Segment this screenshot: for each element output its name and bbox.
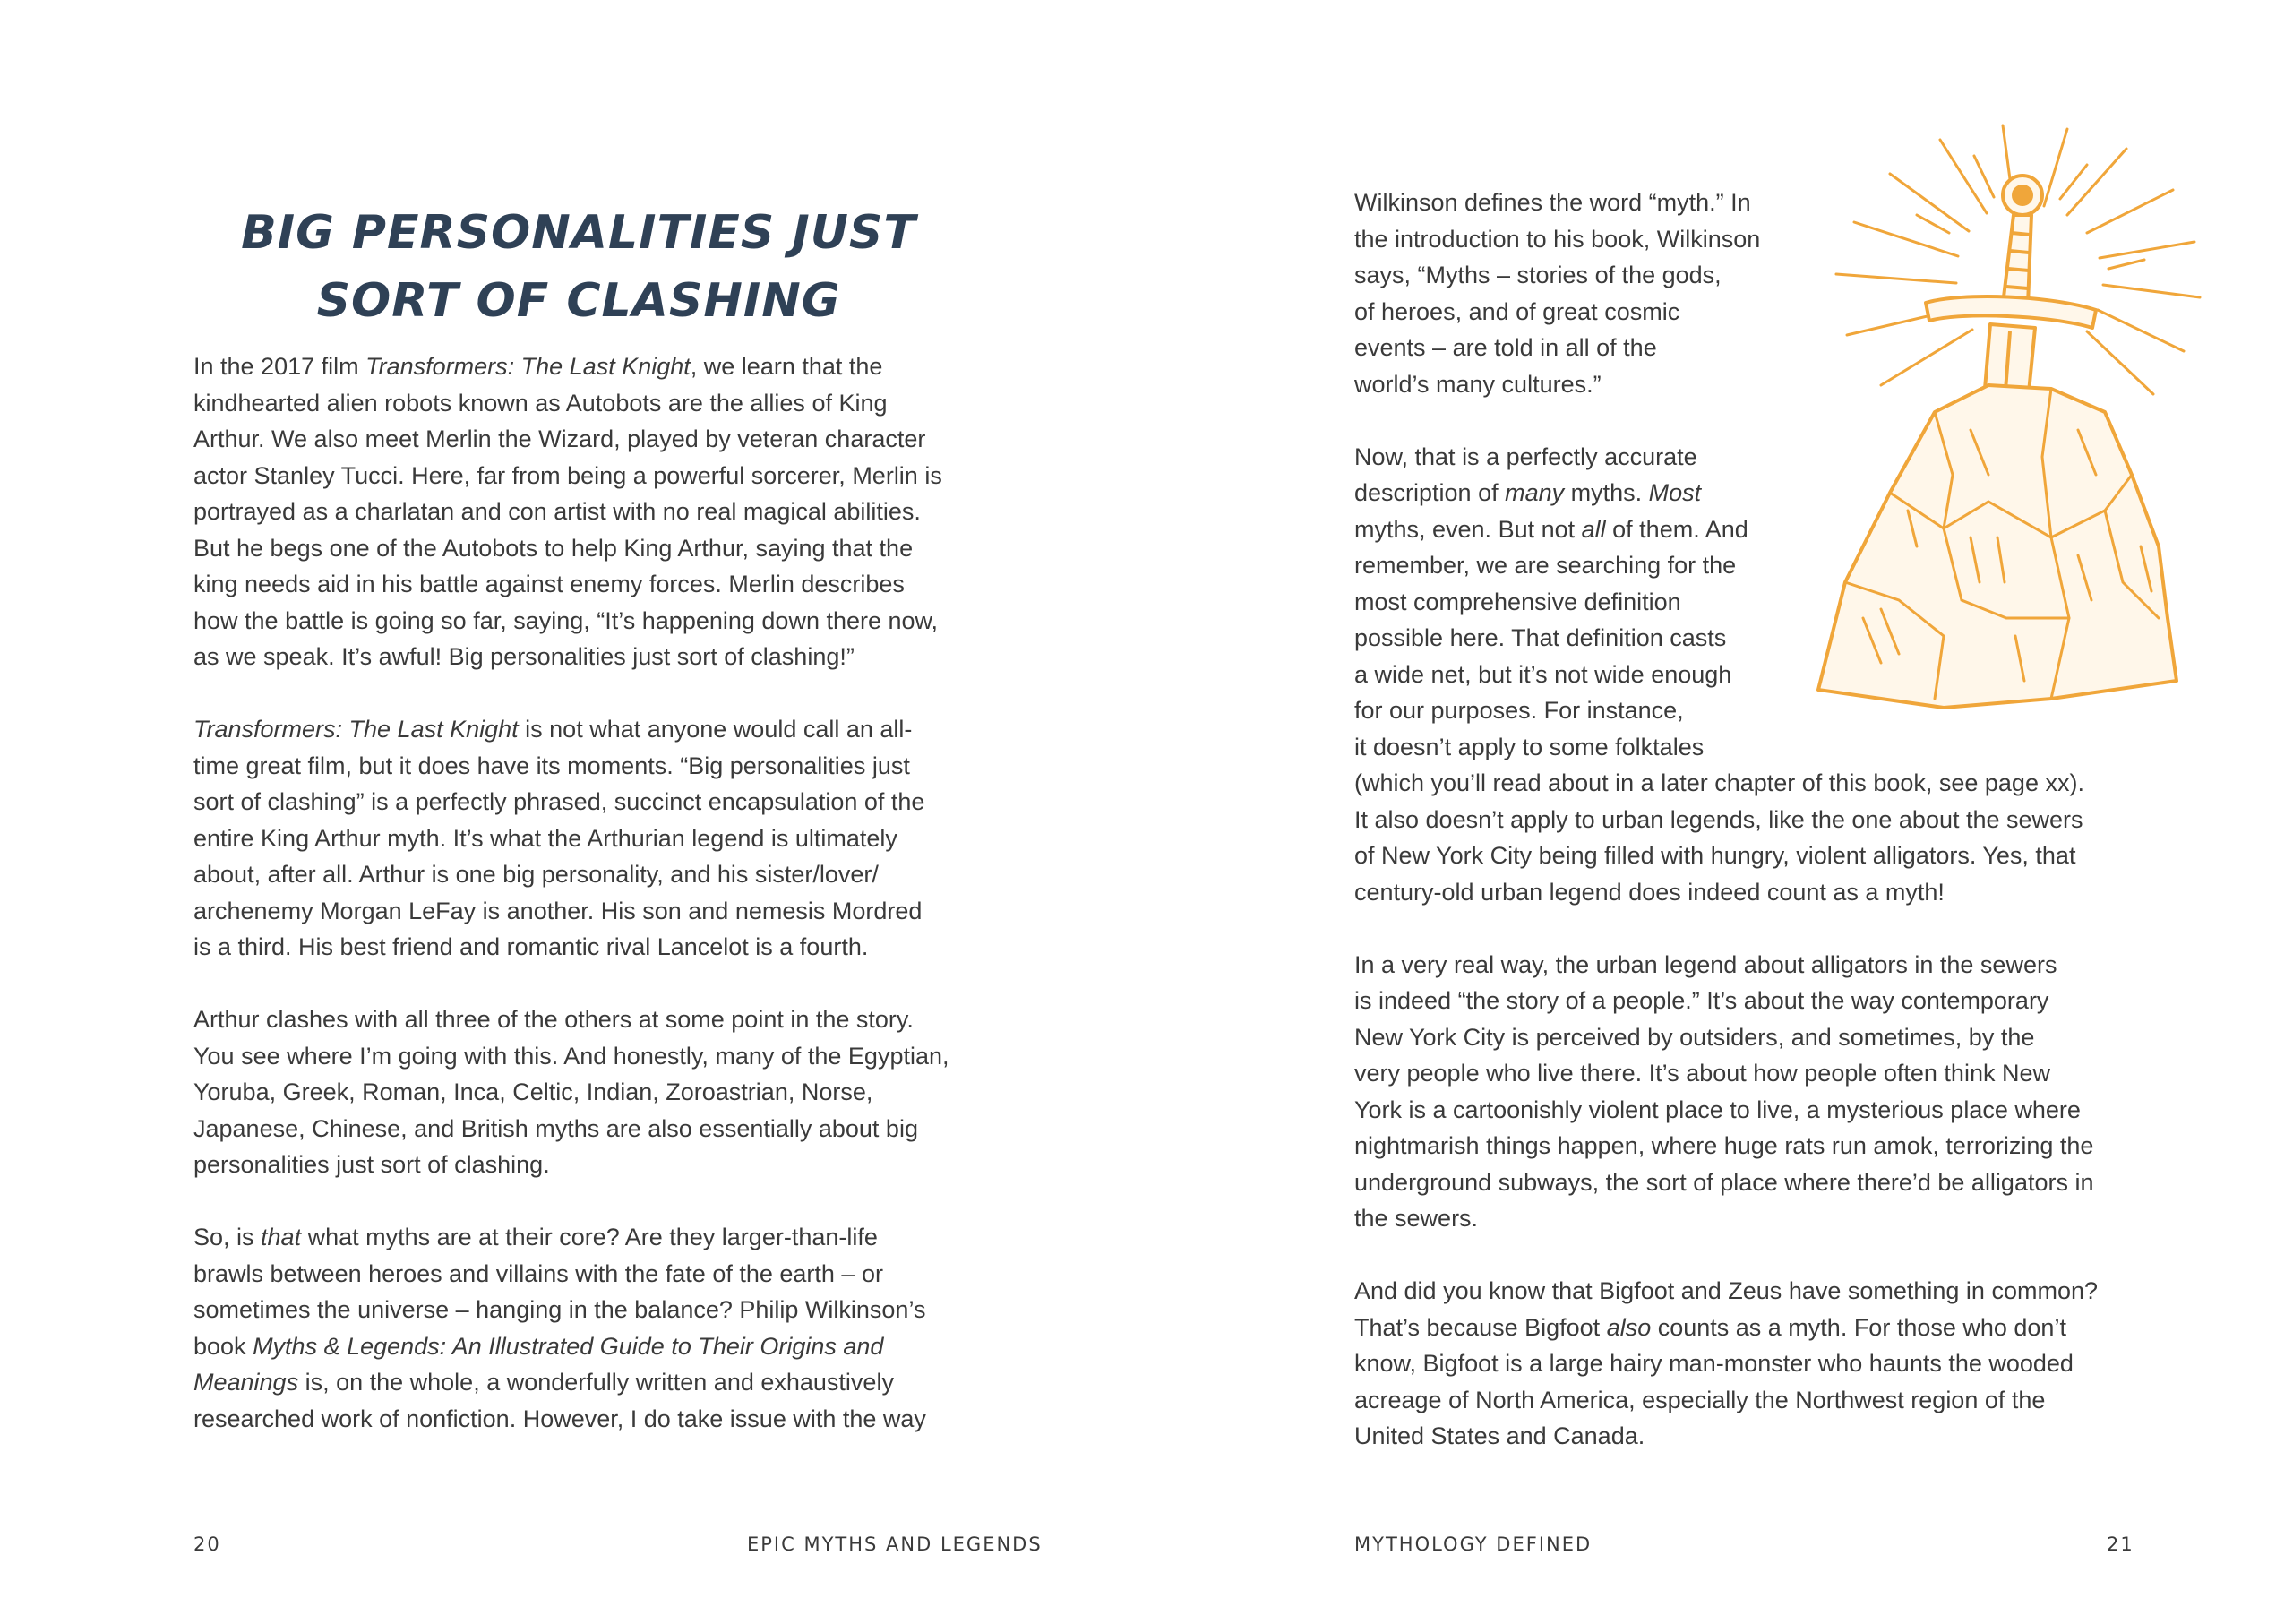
text-line	[1354, 185, 2160, 221]
text-run: brawls between heroes and villains with the fate of the earth – or	[193, 1259, 883, 1287]
text-line	[193, 603, 982, 640]
text-line	[193, 566, 982, 603]
text-run: acreage of North America, especially the Northwest region of the	[1354, 1386, 2046, 1413]
text-line	[1354, 511, 2160, 548]
text-run: Yoruba, Greek, Roman, Inca, Celtic, Indian, Zoroastrian, Norse,	[193, 1078, 873, 1105]
text-run: about, after all. Arthur is one big personality, and his sister/lover/	[193, 861, 879, 888]
text-run: York is a cartoonishly violent place to live, a mysterious place where	[1354, 1096, 2081, 1123]
text-run: of New York City being filled with hungry, violent alligators. Yes, that	[1354, 842, 2076, 869]
text-run: You see where I’m going with this. And honestly, many of the Egyptian,	[193, 1042, 949, 1070]
text-line	[1354, 1092, 2160, 1129]
text-run: actor Stanley Tucci. Here, far from being a powerful sorcerer, Merlin is	[193, 461, 942, 489]
text-line	[193, 1001, 982, 1038]
paragraph-gap	[1354, 402, 2160, 439]
text-run: New York City is perceived by outsiders, and sometimes, by the	[1354, 1023, 2035, 1051]
text-line	[193, 893, 982, 930]
text-line	[193, 458, 982, 494]
text-line	[193, 1328, 982, 1365]
text-line	[1354, 947, 2160, 984]
left-page-number: 20	[193, 1534, 221, 1555]
text-line	[193, 494, 982, 530]
text-line	[193, 821, 982, 857]
text-run: archenemy Morgan LeFay is another. His son and nemesis Mordred	[193, 897, 923, 924]
text-run: century-old urban legend does indeed count as a myth!	[1354, 878, 1945, 906]
text-run: That’s because Bigfoot	[1354, 1313, 1607, 1341]
text-run: most comprehensive definition	[1354, 588, 1681, 615]
text-run: , we learn that the	[690, 353, 883, 380]
paragraph-gap	[193, 1183, 982, 1220]
text-run: kindhearted alien robots known as Autobots are the allies of King	[193, 389, 888, 417]
text-line	[1354, 1200, 2160, 1237]
italic-text: Myths & Legends: An Illustrated Guide to Their Origins and	[253, 1332, 884, 1360]
text-run: Japanese, Chinese, and British myths are also essentially about big	[193, 1114, 918, 1142]
text-line	[1354, 257, 2160, 294]
text-run: It also doesn’t apply to urban legends, like the one about the sewers	[1354, 805, 2083, 833]
text-run: a wide net, but it’s not wide enough	[1354, 660, 1732, 688]
chapter-title	[193, 199, 964, 335]
text-line	[193, 1147, 982, 1183]
text-run: description of	[1354, 479, 1506, 506]
text-line	[1354, 1345, 2160, 1382]
text-line	[193, 530, 982, 567]
italic-text: Meanings	[193, 1369, 299, 1396]
text-line	[193, 748, 982, 785]
text-run: Now, that is a perfectly accurate	[1354, 443, 1697, 470]
left-running-head: EPIC MYTHS AND LEGENDS	[747, 1534, 1043, 1555]
text-run: how the battle is going so far, saying, “It’s happening down there now,	[193, 606, 939, 634]
text-run: king needs aid in his battle against enemy forces. Merlin describes	[193, 571, 905, 597]
text-line	[193, 1038, 982, 1075]
text-run: is indeed “the story of a people.” It’s about the way contemporary	[1354, 987, 2049, 1014]
italic-text: also	[1606, 1313, 1652, 1341]
right-body-text	[1354, 185, 2160, 1455]
paragraph-gap	[193, 966, 982, 1002]
chapter-title-line: SORT OF CLASHING	[316, 274, 841, 328]
text-run: Wilkinson defines the word “myth.” In	[1354, 189, 1751, 216]
italic-text: all	[1581, 515, 1606, 543]
text-line	[1354, 1310, 2160, 1346]
text-run: know, Bigfoot is a large hairy man-monster who haunts the wooded	[1354, 1350, 2074, 1377]
italic-text: Transformers: The Last Knight	[365, 353, 691, 380]
text-line	[193, 421, 982, 458]
text-line	[1354, 330, 2160, 366]
text-run: book	[193, 1332, 253, 1360]
paragraph-gap	[1354, 1237, 2160, 1274]
text-run: And did you know that Bigfoot and Zeus have something in common?	[1354, 1277, 2098, 1304]
text-run: entire King Arthur myth. It’s what the Arthurian legend is ultimately	[193, 824, 897, 852]
text-run: So, is	[193, 1224, 262, 1250]
text-run: personalities just sort of clashing.	[193, 1151, 550, 1178]
text-run: world’s many cultures.”	[1354, 370, 1602, 398]
text-line	[1354, 547, 2160, 584]
text-run: myths.	[1564, 479, 1649, 506]
italic-text: Transformers: The Last Knight	[193, 716, 519, 743]
text-run: is a third. His best friend and romantic rival Lancelot is a fourth.	[193, 933, 869, 960]
text-line	[193, 348, 982, 385]
text-run: it doesn’t apply to some folktales	[1354, 733, 1705, 760]
text-line	[1354, 294, 2160, 331]
italic-text: Most	[1648, 479, 1702, 506]
text-run: underground subways, the sort of place where there’d be alligators in	[1354, 1168, 2094, 1196]
text-line	[193, 1256, 982, 1293]
text-line	[1354, 765, 2160, 802]
text-run: United States and Canada.	[1354, 1422, 1645, 1449]
italic-text: that	[261, 1224, 302, 1250]
right-page-number: 21	[2107, 1534, 2134, 1555]
text-run: counts as a myth. For those who don’t	[1651, 1313, 2066, 1341]
text-line	[1354, 983, 2160, 1019]
left-body-text	[193, 348, 982, 1437]
text-run: (which you’ll read about in a later chapter of this book, see page xx).	[1354, 769, 2084, 796]
text-line	[193, 1111, 982, 1147]
text-line	[1354, 838, 2160, 874]
text-run: time great film, but it does have its moments. “Big personalities just	[193, 752, 910, 779]
text-line	[1354, 1164, 2160, 1201]
text-run: sometimes the universe – hanging in the balance? Philip Wilkinson’s	[193, 1296, 926, 1323]
text-run: possible here. That definition casts	[1354, 624, 1727, 651]
text-line	[1354, 1019, 2160, 1056]
text-line	[193, 711, 982, 748]
text-run: is not what anyone would call an all-	[518, 716, 913, 743]
text-run: myths, even. But not	[1354, 515, 1582, 543]
text-run: portrayed as a charlatan and con artist with no real magical abilities.	[193, 498, 921, 525]
text-run: says, “Myths – stories of the gods,	[1354, 262, 1722, 288]
text-line	[1354, 221, 2160, 258]
text-line	[193, 929, 982, 966]
text-run: the sewers.	[1354, 1205, 1479, 1232]
right-running-head: MYTHOLOGY DEFINED	[1354, 1534, 1593, 1555]
chapter-title-line: BIG PERSONALITIES JUST	[241, 206, 916, 260]
text-run: sort of clashing” is a perfectly phrased, succinct encapsulation of the	[193, 788, 925, 815]
text-line	[193, 1074, 982, 1111]
text-line	[1354, 874, 2160, 911]
text-line	[193, 1401, 982, 1438]
text-run: is, on the whole, a wonderfully written and exhaustively	[298, 1369, 894, 1396]
text-run: remember, we are searching for the	[1354, 552, 1737, 579]
italic-text: many	[1505, 479, 1565, 506]
text-run: nightmarish things happen, where huge rats run amok, terrorizing the	[1354, 1132, 2094, 1159]
text-line	[1354, 692, 2160, 729]
text-line	[1354, 366, 2160, 403]
text-run: researched work of nonfiction. However, I do take issue with the way	[193, 1405, 926, 1432]
text-line	[1354, 1418, 2160, 1455]
text-line	[193, 856, 982, 893]
text-line	[1354, 657, 2160, 693]
text-run: for our purposes. For instance,	[1354, 697, 1684, 724]
text-run: of heroes, and of great cosmic	[1354, 297, 1680, 325]
text-run: Arthur. We also meet Merlin the Wizard, played by veteran character	[193, 425, 926, 452]
text-line	[1354, 439, 2160, 476]
text-line	[1354, 475, 2160, 511]
text-line	[193, 1219, 982, 1256]
text-run: events – are told in all of the	[1354, 334, 1657, 361]
text-line	[1354, 1273, 2160, 1310]
text-line	[1354, 1128, 2160, 1164]
text-line	[193, 784, 982, 821]
text-run: the introduction to his book, Wilkinson	[1354, 225, 1761, 253]
text-line	[1354, 729, 2160, 766]
text-line	[193, 639, 982, 675]
text-line	[1354, 620, 2160, 657]
text-run: very people who live there. It’s about how people often think New	[1354, 1060, 2050, 1087]
text-line	[1354, 584, 2160, 621]
text-line	[193, 1292, 982, 1328]
text-line	[193, 385, 982, 422]
paragraph-gap	[193, 675, 982, 712]
text-line	[1354, 1055, 2160, 1092]
text-run: what myths are at their core? Are they larger-than-life	[301, 1224, 878, 1250]
text-run: Arthur clashes with all three of the others at some point in the story.	[193, 1006, 914, 1033]
text-run: But he begs one of the Autobots to help King Arthur, saying that the	[193, 534, 914, 562]
paragraph-gap	[1354, 910, 2160, 947]
text-run: of them. And	[1605, 515, 1748, 543]
text-line	[1354, 802, 2160, 838]
text-run: In the 2017 film	[193, 353, 366, 380]
text-line	[193, 1364, 982, 1401]
text-line	[1354, 1382, 2160, 1419]
text-run: In a very real way, the urban legend about alligators in the sewers	[1354, 950, 2057, 978]
text-run: as we speak. It’s awful! Big personalities just sort of clashing!”	[193, 643, 855, 670]
